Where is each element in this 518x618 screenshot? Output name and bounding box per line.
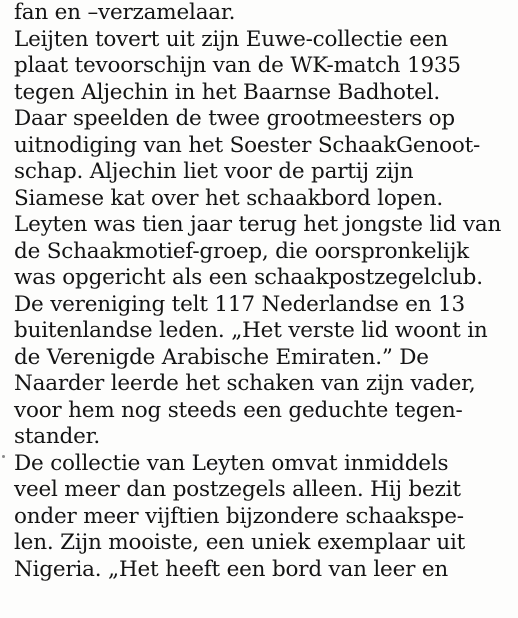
article-line: len. Zijn mooiste, een uniek exemplaar uit (14, 530, 466, 555)
article-line: Leyten was tien jaar terug het jongste lid van (14, 212, 502, 237)
article-line: Siamese kat over het schaakbord lopen. (14, 185, 443, 211)
article-line: onder meer vijftien bijzondere schaakspe- (14, 503, 464, 529)
article-line: was opgericht als een schaakpostzegelclub. (14, 265, 483, 290)
article-line: De vereniging telt 117 Nederlandse en 13 (14, 291, 466, 317)
article-line: schap. Aljechin liet voor de partij zijn (14, 159, 414, 184)
article-line: de Schaakmotief-groep, die oorspronkelijk (14, 238, 469, 264)
article-line: voor hem nog steeds een geduchte tegen- (14, 397, 463, 423)
article-line: uitnodiging van het Soester SchaakGenoot- (14, 132, 481, 158)
article-line: De collectie van Leyten omvat inmiddels (14, 450, 449, 476)
article-line: Naarder leerde het schaken van zijn vader, (14, 371, 476, 396)
article-line: Nigeria. „Het heeft een bord van leer en (14, 556, 448, 582)
article-line: tegen Aljechin in het Baarnse Badhotel. (14, 79, 440, 105)
article-line: stander. (14, 424, 100, 449)
article-line: buitenlandse leden. „Het verste lid woont in (14, 318, 488, 343)
article-line: veel meer dan postzegels alleen. Hij bezit (14, 477, 461, 502)
article-line: Leijten tovert uit zijn Euwe-collectie een (14, 26, 448, 52)
article-line: plaat tevoorschijn van de WK-match 1935 (14, 53, 461, 78)
article-column (14, 0, 514, 583)
article-line: fan en –verzamelaar. (14, 0, 236, 25)
ink-speck (2, 455, 5, 458)
article-line: Daar speelden de twee grootmeesters op (14, 106, 455, 131)
article-line: de Verenigde Arabische Emiraten.” De (14, 344, 429, 370)
